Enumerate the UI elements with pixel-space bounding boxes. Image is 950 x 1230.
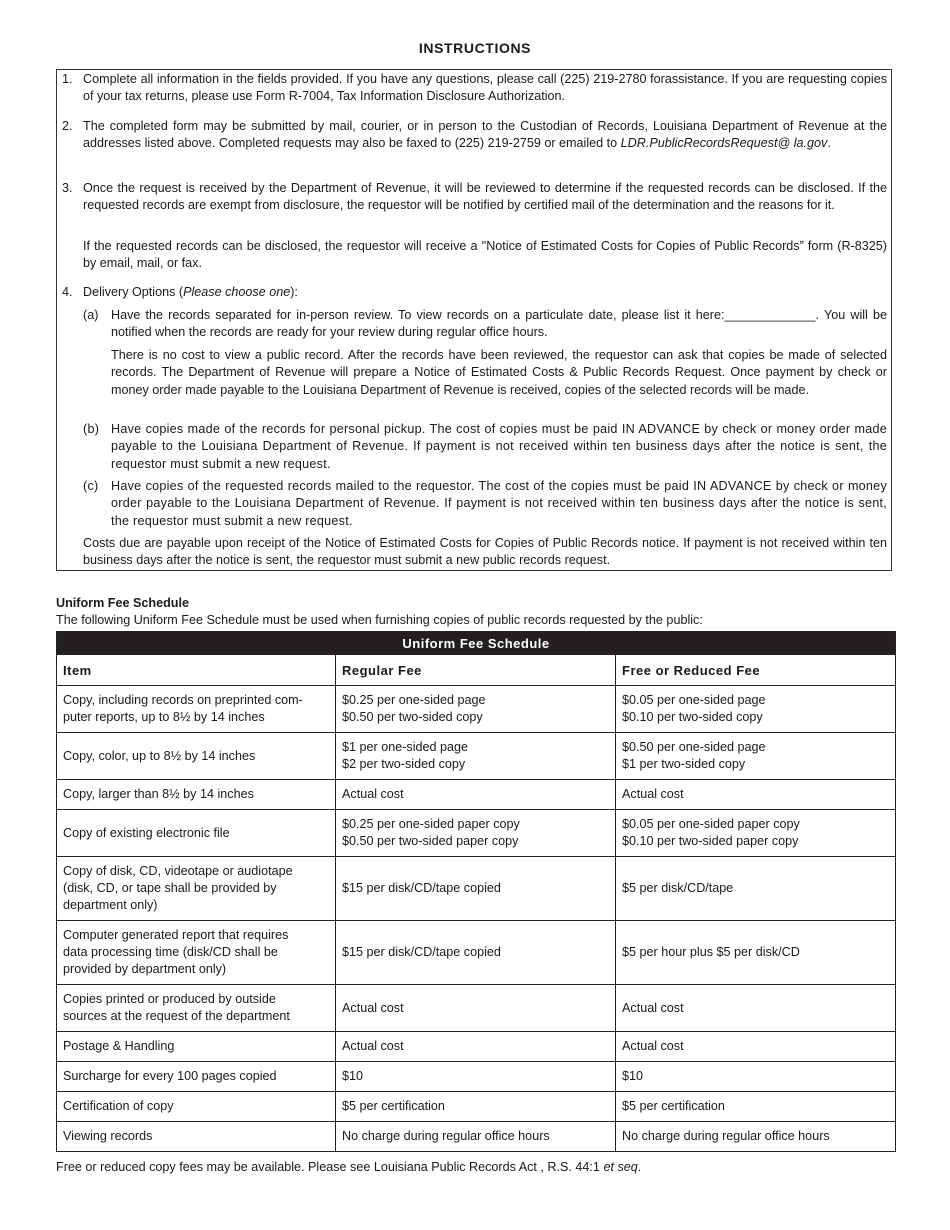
footer-note [56, 1160, 641, 1174]
cell-line: department only) [63, 898, 158, 912]
table-row [57, 686, 896, 733]
cell-item [57, 921, 336, 985]
cell-regular [336, 1122, 616, 1152]
cell-regular [336, 686, 616, 733]
instruction-item-4 [62, 284, 887, 301]
cell-regular [336, 1092, 616, 1122]
item-text [83, 118, 887, 153]
cell-line: $0.10 per two-sided paper copy [622, 834, 799, 848]
fee-section-intro: The following Uniform Fee Schedule must be used when furnishing copies of public records requested by the public: [56, 613, 703, 627]
option-label: (b) [83, 422, 100, 436]
fee-section-heading: Uniform Fee Schedule [56, 596, 189, 610]
cell-line: $0.25 per one-sided page [342, 693, 486, 707]
cell-line: puter reports, up to 8½ by 14 inches [63, 710, 265, 724]
delivery-option-c[interactable] [83, 478, 887, 530]
cell-line: $0.05 per one-sided paper copy [622, 817, 800, 831]
delivery-option-a-para2 [83, 347, 887, 399]
cell-line: $5 per certification [342, 1099, 445, 1113]
cell-regular [336, 857, 616, 921]
table-row [57, 921, 896, 985]
item-text-b: ): [290, 285, 298, 299]
table-row [57, 1122, 896, 1152]
cell-reduced [616, 1092, 896, 1122]
option-label: (c) [83, 479, 99, 493]
cell-reduced [616, 780, 896, 810]
cell-line: Computer generated report that requires [63, 928, 289, 942]
cell-line: Copy of disk, CD, videotape or audiotape [63, 864, 293, 878]
cell-reduced [616, 921, 896, 985]
cell-line: Copies printed or produced by outside [63, 992, 276, 1006]
cell-regular [336, 733, 616, 780]
option-text: There is no cost to view a public record. After the records have been reviewed, the requestor can ask that copies be made of selected records. The Department of Revenue will prepare a Notice of Estimated Costs & Public Records Request. Once payment by check or money order made payable to the Louisiana Department of Revenue is received, copies of the selected records will be made. [111, 348, 887, 397]
cell-reduced [616, 733, 896, 780]
cell-line: Actual cost [342, 1000, 404, 1015]
page-title: INSTRUCTIONS [418, 40, 532, 56]
item-number: 3. [62, 181, 73, 195]
cell-line: Copy, larger than 8½ by 14 inches [63, 787, 254, 801]
item-number: 1. [62, 72, 73, 86]
table-row [57, 1092, 896, 1122]
item-text: Once the request is received by the Department of Revenue, it will be reviewed to determine if the requested records can be disclosed. If the requested records are exempt from disclosure, the requestor will be notified by certified mail of the determination and the reasons for it. [83, 181, 887, 213]
item-text: Complete all information in the fields provided. If you have any questions, please call (225) 219-2780 forassistance. If you are requesting copies of your tax returns, please use Form R-7004, Tax Information Disclosure Authorization. [83, 72, 887, 104]
cell-line: $5 per disk/CD/tape [622, 881, 734, 895]
cell-line: Postage & Handling [63, 1039, 175, 1053]
table-caption: Uniform Fee Schedule [57, 632, 896, 655]
cell-regular [336, 1062, 616, 1092]
table-row [57, 1062, 896, 1092]
cell-line: data processing time (disk/CD shall be [63, 945, 278, 959]
cell-item [57, 1032, 336, 1062]
cell-regular [336, 985, 616, 1032]
item-text-a: Delivery Options ( [83, 285, 184, 299]
cell-line: provided by department only) [63, 962, 227, 976]
table-row [57, 1032, 896, 1062]
cell-line: Copy of existing electronic file [63, 825, 230, 840]
item-text: If the requested records can be disclosed, the requestor will receive a "Notice of Estimated Costs for Copies of Public Records” form (R-8325) by email, mail, or fax. [83, 239, 887, 271]
cell-line: $0.50 per one-sided page [622, 740, 766, 754]
cell-line: $0.05 per one-sided page [622, 693, 766, 707]
cell-line: $0.50 per two-sided paper copy [342, 834, 519, 848]
cell-line: No charge during regular office hours [622, 1129, 830, 1143]
item-text-end: . [827, 136, 831, 151]
cell-line: $1 per one-sided page [342, 740, 469, 754]
cell-line: $0.10 per two-sided copy [622, 710, 763, 724]
cell-line: $15 per disk/CD/tape copied [342, 945, 501, 959]
instruction-item-3-para2 [62, 238, 887, 273]
table-row [57, 780, 896, 810]
option-text: Have copies made of the records for personal pickup. The cost of copies must be paid IN ADVANCE by check or money order made payable to the Louisiana Department of Revenue. If payment is not received within ten business days after the notice is sent, the requestor must submit a new request. [111, 422, 887, 471]
item-text [83, 284, 887, 301]
item-text-main: The completed form may be submitted by mail, courier, or in person to the Custodian of Records, Louisiana Department of Revenue at the addresses listed above. Completed requests may also be faxed to (225) 219-2759 or emailed to [83, 119, 887, 151]
cell-regular [336, 810, 616, 857]
footer-end: . [637, 1160, 642, 1174]
cell-regular [336, 780, 616, 810]
cell-line: $10 [342, 1069, 364, 1083]
delivery-option-b[interactable] [83, 421, 887, 473]
table-row [57, 810, 896, 857]
cell-line: $10 [622, 1069, 644, 1083]
footer-text: Free or reduced copy fees may be available. Please see Louisiana Public Records Act , R.S. 44:1 [56, 1160, 604, 1174]
cell-line: Surcharge for every 100 pages copied [63, 1069, 277, 1083]
cell-regular [336, 1032, 616, 1062]
delivery-option-a[interactable] [83, 307, 887, 342]
column-header-item: Item [57, 655, 336, 686]
cell-regular [336, 921, 616, 985]
table-row [57, 985, 896, 1032]
cell-reduced [616, 1122, 896, 1152]
cell-reduced [616, 810, 896, 857]
cell-line: Actual cost [342, 1039, 404, 1053]
cell-line: Actual cost [622, 1000, 684, 1015]
cell-item [57, 810, 336, 857]
cell-line: Actual cost [342, 787, 404, 801]
table-row [57, 733, 896, 780]
cell-line: Certification of copy [63, 1099, 174, 1113]
cell-item [57, 780, 336, 810]
cell-item [57, 733, 336, 780]
cell-item [57, 985, 336, 1032]
option-text: Have the records separated for in-person review. To view records on a particulate date, please list it here:_____________. You will be notified when the records are ready for your review during regular office hours. [111, 308, 887, 340]
column-header-reduced-fee: Free or Reduced Fee [616, 655, 896, 686]
cell-reduced [616, 1032, 896, 1062]
item-text-em: Please choose one [183, 285, 291, 299]
cell-line: $0.25 per one-sided paper copy [342, 817, 520, 831]
cell-line: $1 per two-sided copy [622, 757, 746, 771]
cell-reduced [616, 1062, 896, 1092]
instruction-item-1 [62, 71, 887, 106]
table-row [57, 857, 896, 921]
instruction-item-2 [62, 118, 887, 153]
cell-line: Copy, including records on preprinted com- [63, 693, 303, 707]
costs-note [83, 535, 887, 570]
column-header-regular-fee: Regular Fee [336, 655, 616, 686]
cell-line: $0.50 per two-sided copy [342, 710, 483, 724]
cell-item [57, 1122, 336, 1152]
cell-line: $5 per hour plus $5 per disk/CD [622, 945, 800, 959]
email-link[interactable]: LDR.PublicRecordsRequest@ la.gov [620, 136, 828, 151]
cell-line: $2 per two-sided copy [342, 757, 466, 771]
item-number: 4. [62, 285, 73, 299]
option-label: (a) [83, 308, 99, 322]
fee-schedule-table [56, 631, 896, 1152]
cell-item [57, 1092, 336, 1122]
cell-line: Actual cost [622, 1039, 684, 1053]
cell-reduced [616, 686, 896, 733]
item-number: 2. [62, 119, 73, 133]
instruction-item-3 [62, 180, 887, 215]
cell-item [57, 857, 336, 921]
cell-line: $15 per disk/CD/tape copied [342, 881, 501, 895]
cell-line: $5 per certification [622, 1099, 725, 1113]
cell-item [57, 686, 336, 733]
option-text: Have copies of the requested records mailed to the requestor. The cost of the copies must be paid IN ADVANCE by check or money order payable to the Louisiana Department of Revenue. If payment is not received within ten business days after the notice is sent, the requestor must submit a new request. [111, 479, 887, 528]
cell-line: (disk, CD, or tape shall be provided by [63, 881, 277, 895]
cell-line: Viewing records [63, 1129, 153, 1143]
cell-line: Actual cost [622, 787, 684, 801]
cell-item [57, 1062, 336, 1092]
footer-em: et seq [603, 1160, 638, 1174]
cell-reduced [616, 985, 896, 1032]
costs-text: Costs due are payable upon receipt of the Notice of Estimated Costs for Copies of Public Records notice. If payment is not received within ten business days after the notice is sent, the requestor must submit a new public records request. [83, 536, 887, 568]
cell-line: No charge during regular office hours [342, 1129, 550, 1143]
cell-line: sources at the request of the department [63, 1009, 290, 1023]
cell-reduced [616, 857, 896, 921]
cell-line: Copy, color, up to 8½ by 14 inches [63, 748, 256, 763]
